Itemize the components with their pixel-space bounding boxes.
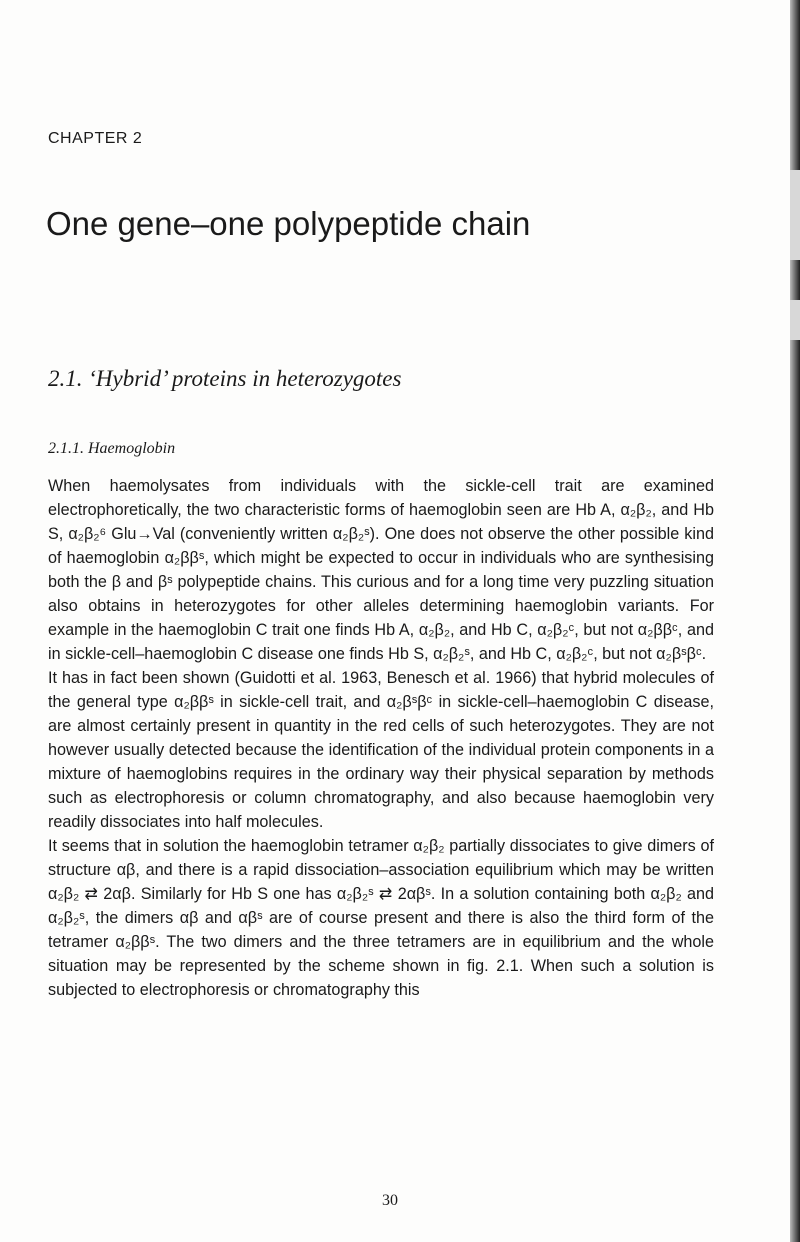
page-edge-highlight [790, 170, 800, 260]
chapter-title: One gene–one polypeptide chain [46, 205, 531, 242]
subsection-heading: 2.1.1. Haemoglobin [48, 440, 176, 457]
paragraph: It seems that in solution the haemoglobin tetramer α₂β₂ partially dissociates to give dimers of structure αβ, and there is a rapid dissociation–association equilibrium which may be written α₂β₂ ⇄ 2αβ. Similarly for Hb S one has α₂β₂ˢ ⇄ 2αβˢ. In a solution containing both α₂β₂ and α₂β₂ˢ, the dimers αβ and αβˢ are of course present and there is also the third form of the tetramer α₂ββˢ. The two dimers and the three tetramers are in equilibrium and the whole situation may be represented by the scheme shown in fig. 2.1. When such a solution is subjected to electrophoresis or chromatography this [48, 837, 714, 999]
paragraph: It has in fact been shown (Guidotti et al. 1963, Benesch et al. 1966) that hybrid molecules of the general type α₂ββˢ in sickle-cell trait, and α₂βˢβᶜ in sickle-cell–haemoglobin C disease, are almost certainly present in quantity in the red cells of such heterozygotes. They are not however usually detected because the identification of the individual protein components in a mixture of haemoglobins requires in the ordinary way their physical separation by methods such as electrophoresis or column chromatography, and also because haemoglobin very readily dissociates into half molecules. [48, 669, 714, 831]
section-heading: 2.1. ‘Hybrid’ proteins in heterozygotes [48, 366, 402, 391]
chapter-label: CHAPTER 2 [48, 130, 143, 147]
page-number: 30 [382, 1192, 398, 1209]
page-edge-highlight [790, 300, 800, 340]
paragraph: When haemolysates from individuals with the sickle-cell trait are examined electrophoretically, the two characteristic forms of haemoglobin seen are Hb A, α₂β₂, and Hb S, α₂β₂⁶ Glu→Val (conveniently written α₂β₂ˢ). One does not observe the other possible kind of haemoglobin α₂ββˢ, which might be expected to occur in individuals who are synthesising both the β and βˢ polypeptide chains. This curious and for a long time very puzzling situation also obtains in heterozygotes for other alleles determining haemoglobin variants. For example in the haemoglobin C trait one finds Hb A, α₂β₂, and Hb C, α₂β₂ᶜ, but not α₂ββᶜ, and in sickle-cell–haemoglobin C disease one finds Hb S, α₂β₂ˢ, and Hb C, α₂β₂ᶜ, but not α₂βˢβᶜ. [48, 477, 714, 663]
body-text [48, 474, 714, 1002]
